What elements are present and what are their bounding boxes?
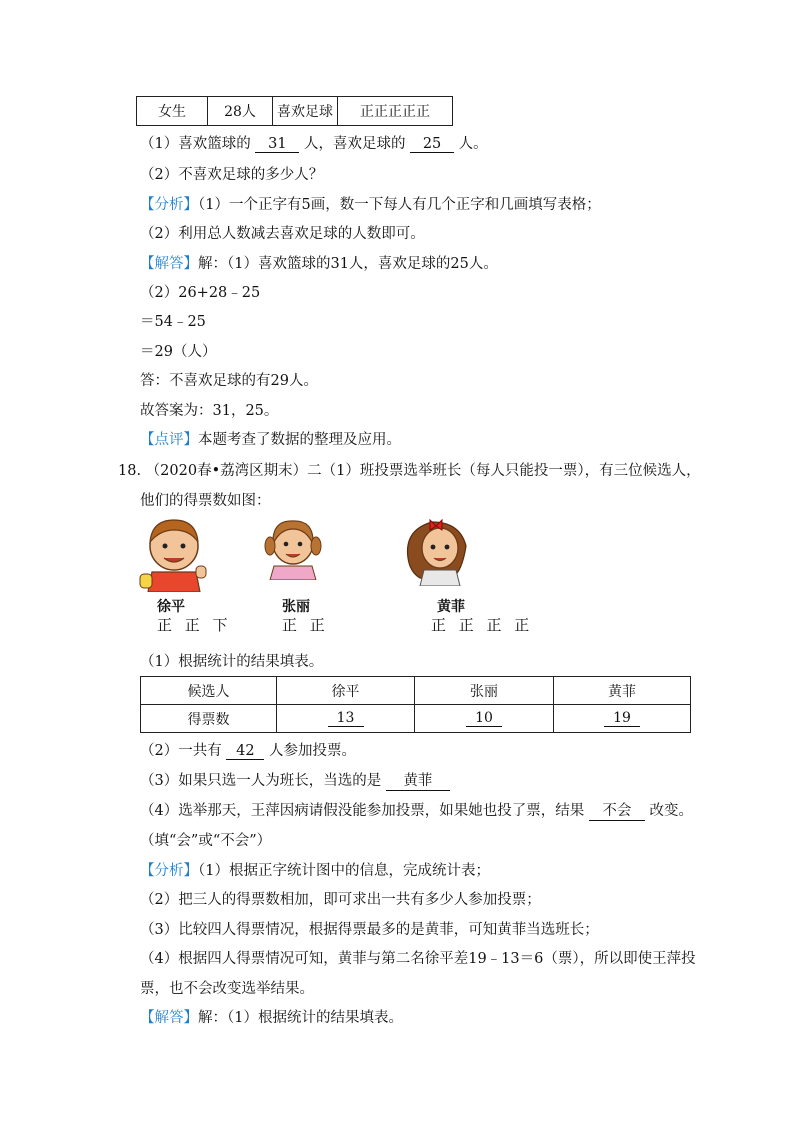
girl-illustration xyxy=(262,516,324,580)
p17-q1 xyxy=(140,132,488,153)
p18-analysis-1 xyxy=(140,859,490,880)
candidate-name: 张丽 xyxy=(282,599,310,615)
comment-tag: 【点评】 xyxy=(140,432,198,448)
answer-blank: 黄菲 xyxy=(386,769,450,791)
text: 人参加投票。 xyxy=(268,743,356,759)
candidate-tally: 正 正 xyxy=(282,616,329,634)
answer-tag: 【解答】 xyxy=(140,256,198,272)
text: （1）喜欢篮球的 xyxy=(140,136,251,152)
table-cell: 正正正正正 xyxy=(338,97,453,126)
table-cell: 28人 xyxy=(208,97,273,126)
p18-q2 xyxy=(140,739,356,760)
analysis-tag: 【分析】 xyxy=(140,197,198,213)
table-cell xyxy=(277,705,415,733)
table-cell xyxy=(415,705,554,733)
candidate-tally: 正 正 下 xyxy=(157,616,232,634)
p17-reply: 答：不喜欢足球的有29人。 xyxy=(140,373,318,389)
candidate-name: 徐平 xyxy=(157,599,185,615)
answer-blank: 25 xyxy=(410,136,454,153)
candidate-tally: 正 正 正 正 xyxy=(431,616,534,634)
vote-table xyxy=(140,676,691,733)
table-header-cell: 张丽 xyxy=(415,677,554,705)
p18-q3 xyxy=(140,769,450,791)
answer-blank: 不会 xyxy=(589,799,645,821)
table-header-cell: 徐平 xyxy=(277,677,415,705)
table-cell xyxy=(554,705,691,733)
text: （2）一共有 xyxy=(140,743,222,759)
girl-with-bow-illustration xyxy=(402,514,478,586)
top-data-table xyxy=(136,96,453,126)
p18-analysis-2: （2）把三人的得票数相加，即可求出一共有多少人参加投票； xyxy=(140,892,541,908)
text: 人，喜欢足球的 xyxy=(303,136,406,152)
p17-q2: （2）不喜欢足球的多少人？ xyxy=(140,167,324,183)
text: 人。 xyxy=(458,136,488,152)
boy-illustration xyxy=(138,516,210,592)
answer-blank: 13 xyxy=(328,711,364,727)
p18-stem-1 xyxy=(118,459,701,480)
answer-tag: 【解答】 xyxy=(140,1010,198,1026)
p18-analysis-5: 票，也不会改变选举结果。 xyxy=(140,981,314,997)
answer-blank: 31 xyxy=(255,136,299,153)
p17-final: 故答案为：31，25。 xyxy=(140,403,279,419)
table-row xyxy=(141,705,691,733)
table-row-label: 得票数 xyxy=(141,705,277,733)
p17-answer-1 xyxy=(140,252,498,273)
table-header-cell: 候选人 xyxy=(141,677,277,705)
table-row xyxy=(141,677,691,705)
text: 本题考查了数据的整理及应用。 xyxy=(198,432,401,448)
p18-stem-2: 他们的得票数如图： xyxy=(140,493,271,509)
p18-analysis-3: （3）比较四人得票情况，根据得票最多的是黄菲，可知黄菲当选班长； xyxy=(140,922,599,938)
p17-calc-2: ＝54﹣25 xyxy=(140,314,206,330)
problem-number: 18. xyxy=(118,463,142,479)
table-row xyxy=(137,97,453,126)
text: 解：（1）喜欢篮球的31人，喜欢足球的25人。 xyxy=(198,256,498,272)
text: （2020春•荔湾区期末）二（1）班投票选举班长（每人只能投一票），有三位候选人， xyxy=(145,463,701,479)
text: （1）一个正字有5画，数一下每人有几个正字和几画填写表格； xyxy=(198,197,601,213)
text: （4）选举那天，王萍因病请假没能参加投票，如果她也投了票，结果 xyxy=(140,803,585,819)
table-header-cell: 黄菲 xyxy=(554,677,691,705)
p18-analysis-4: （4）根据四人得票情况可知，黄菲与第二名徐平差19﹣13＝6（票），所以即使王萍投 xyxy=(140,951,696,967)
answer-blank: 10 xyxy=(466,711,502,727)
p17-comment xyxy=(140,428,401,449)
p18-answer-1 xyxy=(140,1006,403,1027)
text: （1）根据正字统计图中的信息，完成统计表； xyxy=(198,863,490,879)
candidate-name: 黄菲 xyxy=(437,599,465,615)
table-cell: 女生 xyxy=(137,97,208,126)
p18-q1: （1）根据统计的结果填表。 xyxy=(140,654,324,670)
text: 改变。 xyxy=(649,803,693,819)
answer-blank: 42 xyxy=(226,743,264,760)
p18-q4 xyxy=(140,799,693,821)
p17-calc-1: （2）26+28﹣25 xyxy=(140,285,261,301)
p18-q4-hint: （填“会”或“不会”） xyxy=(140,833,272,849)
p17-calc-3: ＝29（人） xyxy=(140,344,217,360)
analysis-tag: 【分析】 xyxy=(140,863,198,879)
text: 解：（1）根据统计的结果填表。 xyxy=(198,1010,403,1026)
answer-blank: 19 xyxy=(604,711,640,727)
text: （3）如果只选一人为班长，当选的是 xyxy=(140,773,382,789)
p17-analysis-1 xyxy=(140,193,601,214)
p17-analysis-2: （2）利用总人数减去喜欢足球的人数即可。 xyxy=(140,226,425,242)
table-cell: 喜欢足球 xyxy=(273,97,338,126)
